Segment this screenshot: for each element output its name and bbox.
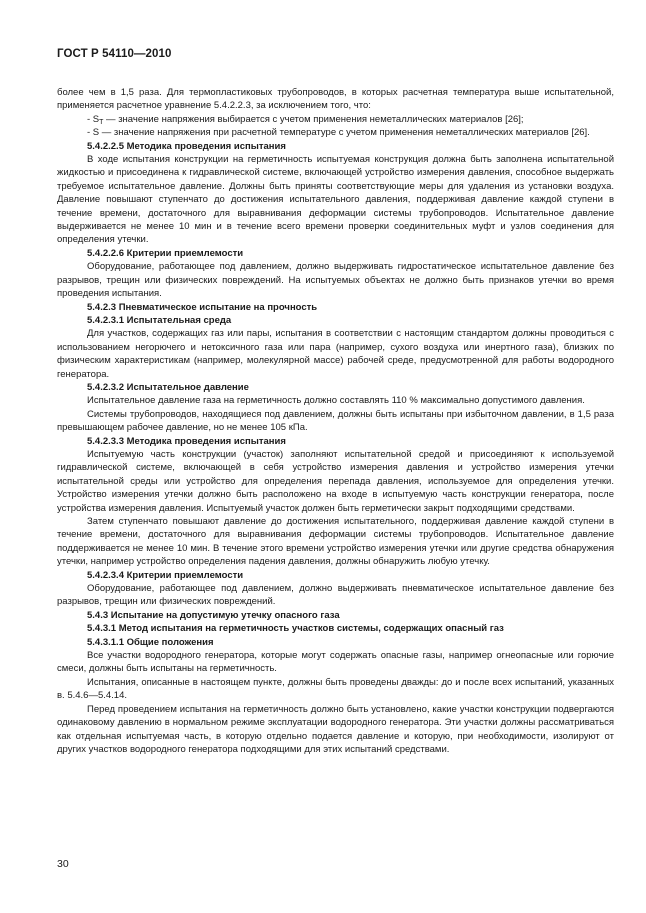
section-heading: 5.4.3 Испытание на допустимую утечку опасного газа	[87, 609, 340, 621]
paragraph: более чем в 1,5 раза. Для термопластиковых трубопроводов, в которых расчетная температура выше испытательной, применяется расчетное уравнение 5.4.2.2.3, за исключением того, что:	[57, 87, 614, 112]
paragraph: В ходе испытания конструкции на герметичность испытуемая конструкция должна быть заполнена испытательной жидкостью и присоединена к гидравлической системе, включающей устройство измерения давления, способное выдержать требуемое испытательное давление. Должны быть приняты соответствующие меры для удаления из установки воздуха. Давление повышают ступенчато до достижения испытательного давления, поддерживая давление каждой ступени в течение времени, достаточного для выравнивания деформации системы трубопроводов. Испытательное давление выдерживается не менее 10 мин и в течение всего времени проверки соединительных муфт и узлов соединения для определения утечки.	[57, 154, 614, 246]
paragraph: Оборудование, работающее под давлением, должно выдерживать гидростатическое испытательное давление без разрывов, трещин или физических повреждений. На испытуемых объектах не должно быть признаков утечки во время проведения испытания.	[57, 261, 614, 300]
paragraph: Испытательное давление газа на герметичность должно составлять 110 % максимально допустимого давления.	[87, 395, 585, 407]
paragraph: Системы трубопроводов, находящиеся под давлением, должны быть испытаны при избыточном давлении, в 1,5 раза превышающем рабочее давление, но не менее 105 кПа.	[57, 408, 614, 434]
paragraph: Перед проведением испытания на герметичность должно быть установлено, какие участки конструкции подвергаются одинаковому давлению в нормальном режиме эксплуатации водородного генератора. Эти участки должны рассматриваться как отдельная испытуемая часть, в которую отдельно подается давление и которую, при необходимости, изолируют от других участков водородного генератора подходящими для этих испытаний средствами.	[57, 703, 614, 755]
section-heading: 5.4.2.2.5 Методика проведения испытания	[87, 140, 286, 152]
paragraph: - S — значение напряжения при расчетной температуре с учетом применения неметаллических материалов [26].	[87, 127, 590, 139]
section-heading: 5.4.3.1.1 Общие положения	[87, 636, 214, 648]
section-heading: 5.4.2.3.4 Критерии приемлемости	[87, 569, 244, 581]
subscript: T	[99, 118, 104, 126]
document-body	[57, 86, 614, 756]
paragraph-text: — значение напряжения выбирается с учетом применения неметаллических материалов [26];	[103, 113, 524, 125]
section-heading: 5.4.2.2.6 Критерии приемлемости	[87, 247, 244, 259]
section-heading: 5.4.2.3.3 Методика проведения испытания	[87, 435, 286, 447]
paragraph: Оборудование, работающее под давлением, должно выдерживать пневматическое испытательное давление без разрывов, трещин или физических повреждений.	[57, 583, 614, 608]
page-number: 30	[57, 858, 69, 870]
paragraph	[57, 113, 614, 126]
paragraph: Испытания, описанные в настоящем пункте, должны быть проведены дважды: до и после всех испытаний, указанных в. 5.4.6—5.4.14.	[57, 676, 614, 702]
paragraph: Затем ступенчато повышают давление до достижения испытательного, поддерживая давление каждой ступени в течение времени, достаточного для выравнивания деформации системы трубопроводов. Испытательное давление поддерживается не менее 10 мин. В течение этого времени устройство измерения утечки или другие средства обнаружения утечки, например устройство определения падения давления, должны обнаружить любую утечку.	[57, 516, 614, 568]
paragraph: Все участки водородного генератора, которые могут содержать опасные газы, например огнеопасные или горючие смеси, должны быть испытаны на герметичность.	[57, 650, 614, 675]
paragraph-text: - S	[87, 113, 100, 125]
section-heading: 5.4.2.3.1 Испытательная среда	[87, 314, 232, 326]
section-heading: 5.4.2.3 Пневматическое испытание на прочность	[87, 301, 318, 313]
paragraph: Для участков, содержащих газ или пары, испытания в соответствии с настоящим стандартом должны проводиться с использованием негорючего и нетоксичного газа или пара (например, сухого воздуха или инертного газа), близких по физическим характеристикам (например, молекулярной массе) рабочей среде, предусмотренной для работы водородного генератора.	[57, 328, 614, 380]
document-header: ГОСТ Р 54110—2010	[57, 48, 172, 60]
paragraph: Испытуемую часть конструкции (участок) заполняют испытательной средой и присоединяют к используемой гидравлической системе, включающей в себя устройство измерения давления и устройство измерения утечки испытательной среды или устройство для определения перепада давления, используемое для определения утечки. Устройство измерения утечки должно быть расположено на входе в испытуемую часть конструкции генератора, после устройства измерения давления. Испытуемый участок должен быть герметически закрыт подходящими средствами.	[57, 448, 614, 514]
section-heading: 5.4.2.3.2 Испытательное давление	[87, 381, 249, 393]
section-heading: 5.4.3.1 Метод испытания на герметичность участков системы, содержащих опасный газ	[87, 623, 504, 635]
